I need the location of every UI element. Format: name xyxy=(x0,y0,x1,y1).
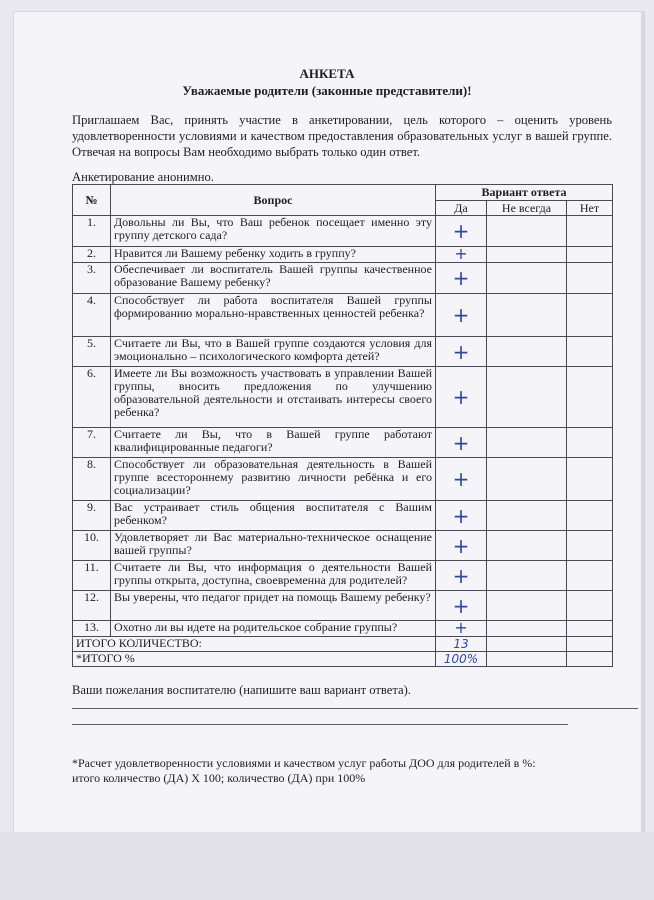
row-question: Считаете ли Вы, что в Вашей группе создаются условия для эмоционально – психологического комфорта детей? xyxy=(111,337,436,367)
handwritten-check-mark: + xyxy=(452,266,470,290)
percent-row xyxy=(73,652,613,667)
answer-no-cell[interactable] xyxy=(567,294,613,337)
answer-no-cell[interactable] xyxy=(567,247,613,263)
answer-no-cell[interactable] xyxy=(567,561,613,591)
handwritten-check-mark: + xyxy=(454,618,468,637)
table-row xyxy=(73,621,613,637)
row-question: Способствует ли работа воспитателя Вашей группы формированию морально-нравственных ценностей ребенка? xyxy=(111,294,436,337)
row-question: Охотно ли вы идете на родительское собрание группы? xyxy=(111,621,436,637)
intro-paragraph: Приглашаем Вас, принять участие в анкетировании, цель которого – оценить уровень удовлетворенности условиями и качеством предоставления образовательных услуг в вашей группе. Отвечая на вопросы Вам необходимо выбрать только один ответ. xyxy=(72,113,612,159)
row-num: 3. xyxy=(73,263,111,294)
row-num: 8. xyxy=(73,458,111,501)
handwritten-check-mark: + xyxy=(452,219,470,243)
table-row xyxy=(73,501,613,531)
handwritten-check-mark: + xyxy=(452,385,470,409)
answer-yes-cell[interactable] xyxy=(436,367,487,428)
answer-no-cell[interactable] xyxy=(567,621,613,637)
row-num: 2. xyxy=(73,247,111,263)
answer-yes-cell[interactable] xyxy=(436,337,487,367)
row-num: 10. xyxy=(73,531,111,561)
answer-not-always-cell[interactable] xyxy=(487,337,567,367)
row-num: 5. xyxy=(73,337,111,367)
answer-not-always-cell[interactable] xyxy=(487,621,567,637)
table-row xyxy=(73,561,613,591)
table-row xyxy=(73,216,613,247)
col-num-header: № xyxy=(73,185,111,216)
row-question: Считаете ли Вы, что информация о деятельности Вашей группы открыта, доступна, своевременна для родителей? xyxy=(111,561,436,591)
table-row xyxy=(73,294,613,337)
anonymous-note: Анкетирование анонимно. xyxy=(72,170,214,184)
row-num: 6. xyxy=(73,367,111,428)
row-question: Нравится ли Вашему ребенку ходить в группу? xyxy=(111,247,436,263)
scan-bottom-area xyxy=(0,832,654,900)
row-num: 13. xyxy=(73,621,111,637)
percent-no-cell[interactable] xyxy=(567,652,613,667)
intro-text xyxy=(72,112,612,160)
handwritten-check-mark: + xyxy=(452,467,470,491)
table-row xyxy=(73,337,613,367)
table-row xyxy=(73,591,613,621)
table-row xyxy=(73,247,613,263)
handwritten-percent: 100% xyxy=(443,651,479,666)
answer-no-cell[interactable] xyxy=(567,337,613,367)
answer-not-always-cell[interactable] xyxy=(487,531,567,561)
handwritten-check-mark: + xyxy=(452,430,470,455)
row-num: 7. xyxy=(73,428,111,458)
answer-yes-cell[interactable] xyxy=(436,561,487,591)
total-not-always-cell[interactable] xyxy=(487,637,567,652)
handwritten-total: 13 xyxy=(453,636,469,651)
row-num: 4. xyxy=(73,294,111,337)
table-row xyxy=(73,428,613,458)
handwritten-check-mark: + xyxy=(452,593,470,618)
col-not-always-header: Не всегда xyxy=(487,201,567,216)
total-no-cell[interactable] xyxy=(567,637,613,652)
total-yes-cell[interactable] xyxy=(436,637,487,652)
answer-yes-cell[interactable] xyxy=(436,216,487,247)
row-question: Обеспечивает ли воспитатель Вашей группы качественное образование Вашему ребенку? xyxy=(111,263,436,294)
document-title: АНКЕТА xyxy=(299,66,355,81)
footnote xyxy=(72,756,536,786)
answer-not-always-cell[interactable] xyxy=(487,458,567,501)
answer-not-always-cell[interactable] xyxy=(487,501,567,531)
answer-yes-cell[interactable] xyxy=(436,294,487,337)
answer-no-cell[interactable] xyxy=(567,216,613,247)
table-row xyxy=(73,458,613,501)
answer-yes-cell[interactable] xyxy=(436,428,487,458)
row-num: 9. xyxy=(73,501,111,531)
footnote-line-1: *Расчет удовлетворенности условиями и качеством услуг работы ДОО для родителей в %: xyxy=(72,756,536,770)
answer-no-cell[interactable] xyxy=(567,458,613,501)
answer-not-always-cell[interactable] xyxy=(487,247,567,263)
answer-not-always-cell[interactable] xyxy=(487,591,567,621)
row-num: 11. xyxy=(73,561,111,591)
table-row xyxy=(73,367,613,428)
row-question: Удовлетворяет ли Вас материально-техническое оснащение вашей группы? xyxy=(111,531,436,561)
col-yes-header: Да xyxy=(436,201,487,216)
handwritten-check-mark: + xyxy=(452,303,470,327)
row-question: Считаете ли Вы, что в Вашей группе работают квалифицированные педагоги? xyxy=(111,428,436,458)
col-no-header: Нет xyxy=(567,201,613,216)
row-question: Довольны ли Вы, что Ваш ребенок посещает именно эту группу детского сада? xyxy=(111,216,436,247)
wishes-answer-line-2[interactable] xyxy=(72,724,568,725)
answer-no-cell[interactable] xyxy=(567,428,613,458)
answer-no-cell[interactable] xyxy=(567,591,613,621)
answer-not-always-cell[interactable] xyxy=(487,263,567,294)
answer-no-cell[interactable] xyxy=(567,501,613,531)
percent-yes-cell[interactable] xyxy=(436,652,487,667)
answer-no-cell[interactable] xyxy=(567,263,613,294)
footnote-line-2: итого количество (ДА) X 100; количество (ДА) при 100% xyxy=(72,771,366,785)
answer-yes-cell[interactable] xyxy=(436,244,487,263)
answer-yes-cell[interactable] xyxy=(436,263,487,294)
answer-not-always-cell[interactable] xyxy=(487,367,567,428)
percent-label: *ИТОГО % xyxy=(73,652,436,667)
answer-no-cell[interactable] xyxy=(567,367,613,428)
row-question: Вы уверены, что педагог придет на помощь Вашему ребенку? xyxy=(111,591,436,621)
answer-not-always-cell[interactable] xyxy=(487,294,567,337)
answer-yes-cell[interactable] xyxy=(436,458,487,501)
row-num: 12. xyxy=(73,591,111,621)
percent-not-always-cell[interactable] xyxy=(487,652,567,667)
handwritten-check-mark: + xyxy=(452,533,470,558)
total-row xyxy=(73,637,613,652)
answer-yes-cell[interactable] xyxy=(436,618,487,637)
table-row xyxy=(73,263,613,294)
answer-no-cell[interactable] xyxy=(567,531,613,561)
col-question-header: Вопрос xyxy=(111,185,436,216)
wishes-answer-line-1[interactable] xyxy=(72,708,638,709)
wishes-label: Ваши пожелания воспитателю (напишите ваш вариант ответа). xyxy=(72,683,411,697)
row-num: 1. xyxy=(73,216,111,247)
total-label: ИТОГО КОЛИЧЕСТВО: xyxy=(73,637,436,652)
answer-yes-cell[interactable] xyxy=(436,501,487,531)
handwritten-check-mark: + xyxy=(452,339,470,364)
survey-table xyxy=(72,184,613,667)
row-question: Имеете ли Вы возможность участвовать в управлении Вашей группы, вносить предложения по улучшению образовательной деятельности и отстаивать интересы своего ребенка? xyxy=(111,367,436,428)
table-row xyxy=(73,531,613,561)
handwritten-check-mark: + xyxy=(454,244,468,263)
answer-yes-cell[interactable] xyxy=(436,591,487,621)
document-subtitle: Уважаемые родители (законные представители)! xyxy=(182,83,472,98)
answer-yes-cell[interactable] xyxy=(436,531,487,561)
col-answer-group-header: Вариант ответа xyxy=(436,185,613,201)
answer-not-always-cell[interactable] xyxy=(487,428,567,458)
answer-not-always-cell[interactable] xyxy=(487,216,567,247)
row-question: Вас устраивает стиль общения воспитателя с Вашим ребенком? xyxy=(111,501,436,531)
row-question: Способствует ли образовательная деятельность в Вашей группе всестороннему развитию личности ребёнка и его социализации? xyxy=(111,458,436,501)
answer-not-always-cell[interactable] xyxy=(487,561,567,591)
handwritten-check-mark: + xyxy=(452,563,470,588)
handwritten-check-mark: + xyxy=(452,503,470,528)
